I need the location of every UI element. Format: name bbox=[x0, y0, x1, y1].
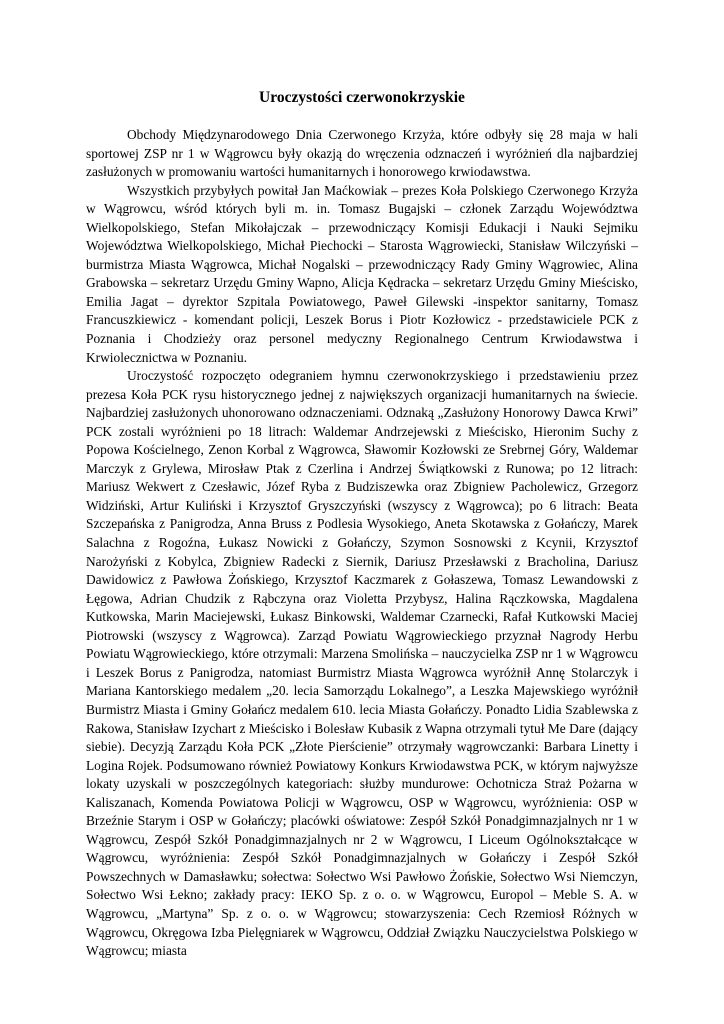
document-page bbox=[86, 88, 638, 961]
paragraph-ceremony: Uroczystość rozpoczęto odegraniem hymnu czerwonokrzyskiego i przedstawieniu przez prezesa Koła PCK rysu historycznego jednej z największych organizacji humanitarnych na świecie. Najbardziej zasłużonych uhonorowano odznaczeniami. Odznaką „Zasłużony Honorowy Dawca Krwi” PCK zostali wyróżnieni po 18 litrach: Waldemar Andrzejewski z Mieścisko, Hieronim Suchy z Popowa Kościelnego, Zenon Korbal z Wągrowca, Sławomir Kozłowski ze Srebrnej Góry, Waldemar Marczyk z Grylewa, Mirosław Ptak z Czerlina i Andrzej Świątkowski z Runowa; po 12 litrach: Mariusz Wekwert z Czesławic, Józef Ryba z Budziszewka oraz Zbigniew Pacholewicz, Grzegorz Widziński, Artur Kuliński i Krzysztof Gryszczyński (wszyscy z Wągrowca); po 6 litrach: Beata Szczepańska z Panigrodza, Anna Bruss z Podlesia Wysokiego, Aneta Skotawska z Gołańczy, Marek Salachna z Rogoźna, Łukasz Nowicki z Gołańczy, Szymon Sosnowski z Kcynii, Krzysztof Narożyński z Kobylca, Zbigniew Radecki z Siernik, Dariusz Przesławski z Bracholina, Dariusz Dawidowicz z Pawłowa Żońskiego, Krzysztof Kaczmarek z Gołaszewa, Tomasz Lewandowski z Łęgowa, Adrian Chudzik z Rąbczyna oraz Violetta Przybysz, Halina Rączkowska, Magdalena Kutkowska, Marin Maciejewski, Łukasz Binkowski, Waldemar Czarnecki, Rafał Kutkowski Maciej Piotrowski (wszyscy z Wągrowca). Zarząd Powiatu Wągrowieckiego przyznał Nagrody Herbu Powiatu Wągrowieckiego, które otrzymali: Marzena Smolińska – nauczycielka ZSP nr 1 w Wągrowcu i Leszek Borus z Panigrodza, natomiast Burmistrz Miasta Wągrowca wyróżnił Annę Stolarczyk i Mariana Kantorskiego medalem „20. lecia Samorządu Lokalnego”, a Leszka Majewskiego wyróżnił Burmistrz Miasta i Gminy Gołańcz medalem 610. lecia Miasta Gołańczy. Ponadto Lidia Szablewska z Rakowa, Stanisław Izychart z Mieścisko i Bolesław Kubasik z Wapna otrzymali tytuł Me Dare (dający siebie). Decyzją Zarządu Koła PCK „Złote Pierścienie” otrzymały wągrowczanki: Barbara Linetty i Logina Rojek. Podsumowano również Powiatowy Konkurs Krwiodawstwa PCK, w którym najwyższe lokaty uzyskali w poszczególnych kategoriach: służby mundurowe: Ochotnicza Straż Pożarna w Kaliszanach, Komenda Powiatowa Policji w Wągrowcu, OSP w Wągrowcu, wyróżnienia: OSP w Brzeźnie Starym i OSP w Gołańczy; placówki oświatowe: Zespół Szkół Ponadgimnazjalnych nr 1 w Wągrowcu, Zespół Szkół Ponadgimnazjalnych nr 2 w Wągrowcu, I Liceum Ogólnokształcące w Wągrowcu, wyróżnienia: Zespół Szkół Ponadgimnazjalnych w Gołańczy i Zespół Szkół Powszechnych w Damasławku; sołectwa: Sołectwo Wsi Pawłowo Żońskie, Sołectwo Wsi Niemczyn, Sołectwo Wsi Łekno; zakłady pracy: IEKO Sp. z o. o. w Wągrowcu, Europol – Meble S. A. w Wągrowcu, „Martyna” Sp. z o. o. w Wągrowcu; stowarzyszenia: Cech Rzemiosł Różnych w Wągrowcu, Okręgowa Izba Pielęgniarek w Wągrowcu, Oddział Związku Nauczycielstwa Polskiego w Wągrowcu; miasta bbox=[86, 368, 638, 959]
document-title: Uroczystości czerwonokrzyskie bbox=[259, 89, 465, 106]
paragraph-guests: Wszystkich przybyłych powitał Jan Maćkowiak – prezes Koła Polskiego Czerwonego Krzyża w Wągrowcu, wśród których byli m. in. Tomasz Bugajski – członek Zarządu Województwa Wielkopolskiego, Stefan Mikołajczak – przewodniczący Komisji Edukacji i Nauki Sejmiku Województwa Wielkopolskiego, Michał Piechocki – Starosta Wągrowiecki, Stanisław Wilczyński – burmistrza Miasta Wągrowca, Michał Nogalski – przewodniczący Rady Gminy Wągrowiec, Alina Grabowska – sekretarz Urzędu Gminy Wapno, Alicja Kędracka – sekretarz Urzędu Gminy Mieścisko, Emilia Jagat – dyrektor Szpitala Powiatowego, Paweł Gilewski -inspektor sanitarny, Tomasz Francuszkiewicz - komendant policji, Leszek Borus i Piotr Kozłowicz - przedstawiciele PCK z Poznania i Chodzieży oraz personel medyczny Regionalnego Centrum Krwiodawstwa i Krwiolecznictwa w Poznaniu. bbox=[86, 182, 638, 365]
paragraph-intro: Obchody Międzynarodowego Dnia Czerwonego Krzyża, które odbyły się 28 maja w hali sportowej ZSP nr 1 w Wągrowcu były okazją do wręczenia odznaczeń i wyróżnień dla najbardziej zasłużonych w promowaniu wartości humanitarnych i honorowego krwiodawstwa. bbox=[86, 127, 638, 180]
